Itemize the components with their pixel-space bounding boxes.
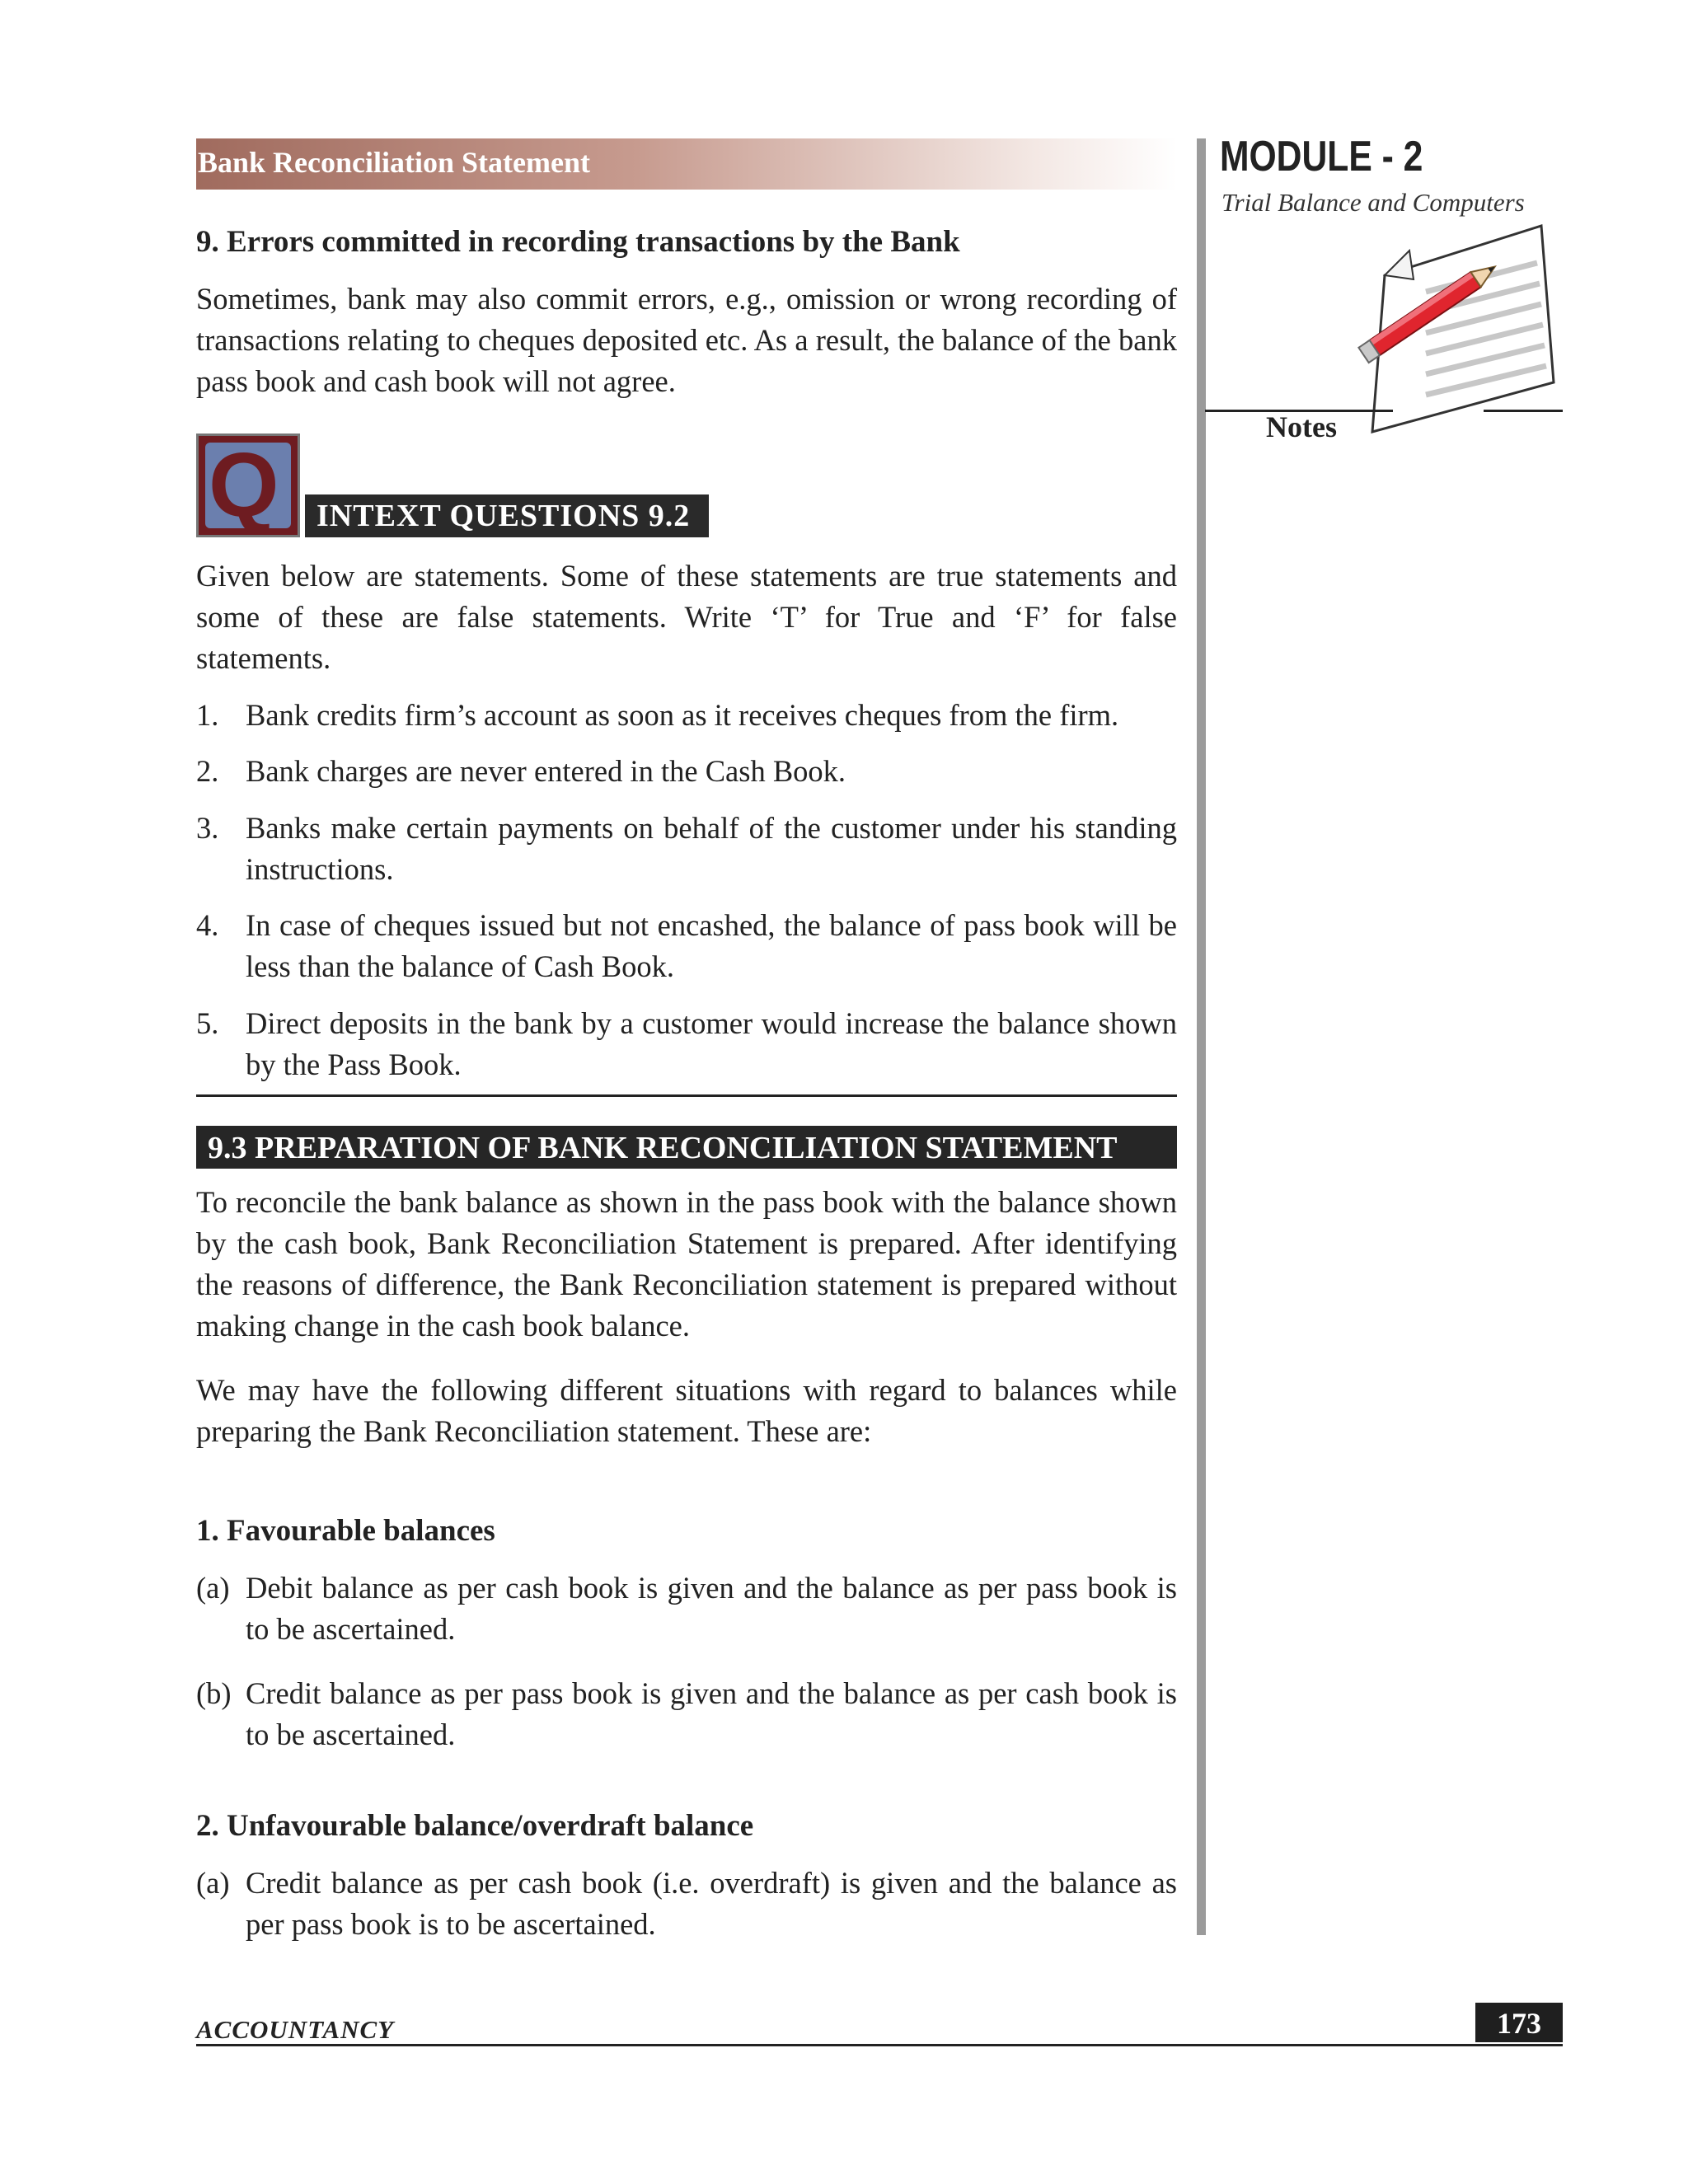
- divider: [196, 1094, 1177, 1097]
- list-item-number: (a): [196, 1866, 230, 1900]
- section-9-3-para-1: To reconcile the bank balance as shown in the pass book with the balance shown by the cash book, Bank Reconciliation Statement is prepared. After identifying the reasons of difference, the Bank Reconciliation statement is prepared without making change in the cash book balance.: [196, 1185, 1177, 1343]
- notes-pencil-icon: [1352, 218, 1566, 440]
- list-item-text: In case of cheques issued but not encashed, the balance of pass book will be less than the balance of Cash Book.: [246, 908, 1177, 983]
- list-item-text: Credit balance as per cash book (i.e. overdraft) is given and the balance as per pass book is to be ascertained.: [246, 1866, 1177, 1941]
- section-9-3-para-2: We may have the following different situations with regard to balances while preparing the Bank Reconciliation statement. These are:: [196, 1373, 1177, 1448]
- intext-intro: Given below are statements. Some of these statements are true statements and some of these are false statements. Write ‘T’ for True and ‘F’ for false statements.: [196, 559, 1177, 675]
- list-item-text: Banks make certain payments on behalf of the customer under his standing instructions.: [246, 811, 1177, 886]
- list-item-text: Credit balance as per pass book is given and the balance as per cash book is to be ascertained.: [246, 1676, 1177, 1751]
- list-item-number: (a): [196, 1571, 230, 1605]
- list-item-number: (b): [196, 1676, 232, 1710]
- chapter-title: Bank Reconciliation Statement: [198, 146, 590, 179]
- notes-rule-right: [1484, 410, 1563, 412]
- footer-subject: ACCOUNTANCY: [196, 2015, 395, 2044]
- list-item-text: Bank credits firm’s account as soon as it receives cheques from the firm.: [246, 698, 1119, 732]
- list-item-number: 5.: [196, 1006, 219, 1040]
- section-9-3-title: 9.3 PREPARATION OF BANK RECONCILIATION STATEMENT: [208, 1131, 1118, 1165]
- list-item-number: 3.: [196, 811, 219, 845]
- intext-questions-title: INTEXT QUESTIONS 9.2: [316, 499, 691, 533]
- list-item-number: 4.: [196, 908, 219, 942]
- page-number: 173: [1497, 2007, 1541, 2040]
- sidebar-divider: [1197, 138, 1206, 1935]
- list-item-text: Direct deposits in the bank by a customer would increase the balance shown by the Pass Book.: [246, 1006, 1177, 1081]
- section-9-body: Sometimes, bank may also commit errors, e.g., omission or wrong recording of transactions relating to cheques deposited etc. As a result, the balance of the bank pass book and cash book will not agree.: [196, 282, 1177, 398]
- list-item-number: 1.: [196, 698, 219, 732]
- section-9-heading: 9. Errors committed in recording transactions by the Bank: [196, 225, 960, 259]
- list-item-text: Debit balance as per cash book is given and the balance as per pass book is to be ascertained.: [246, 1571, 1177, 1646]
- question-icon-letter: Q: [209, 434, 279, 536]
- notes-label: Notes: [1266, 410, 1337, 443]
- unfavourable-heading: 2. Unfavourable balance/overdraft balance: [196, 1809, 754, 1843]
- intext-questions-banner: [305, 494, 709, 537]
- section-9-3-banner: [196, 1126, 1177, 1169]
- list-item-text: Bank charges are never entered in the Cash Book.: [246, 754, 846, 788]
- question-icon: [196, 434, 300, 537]
- page-number-badge: [1475, 2003, 1563, 2042]
- list-item-number: 2.: [196, 754, 219, 788]
- module-label: MODULE - 2: [1220, 133, 1423, 180]
- footer-rule: [196, 2044, 1563, 2046]
- favourable-heading: 1. Favourable balances: [196, 1514, 495, 1548]
- module-subtitle: Trial Balance and Computers: [1221, 188, 1525, 217]
- chapter-header-bar: [196, 138, 1177, 190]
